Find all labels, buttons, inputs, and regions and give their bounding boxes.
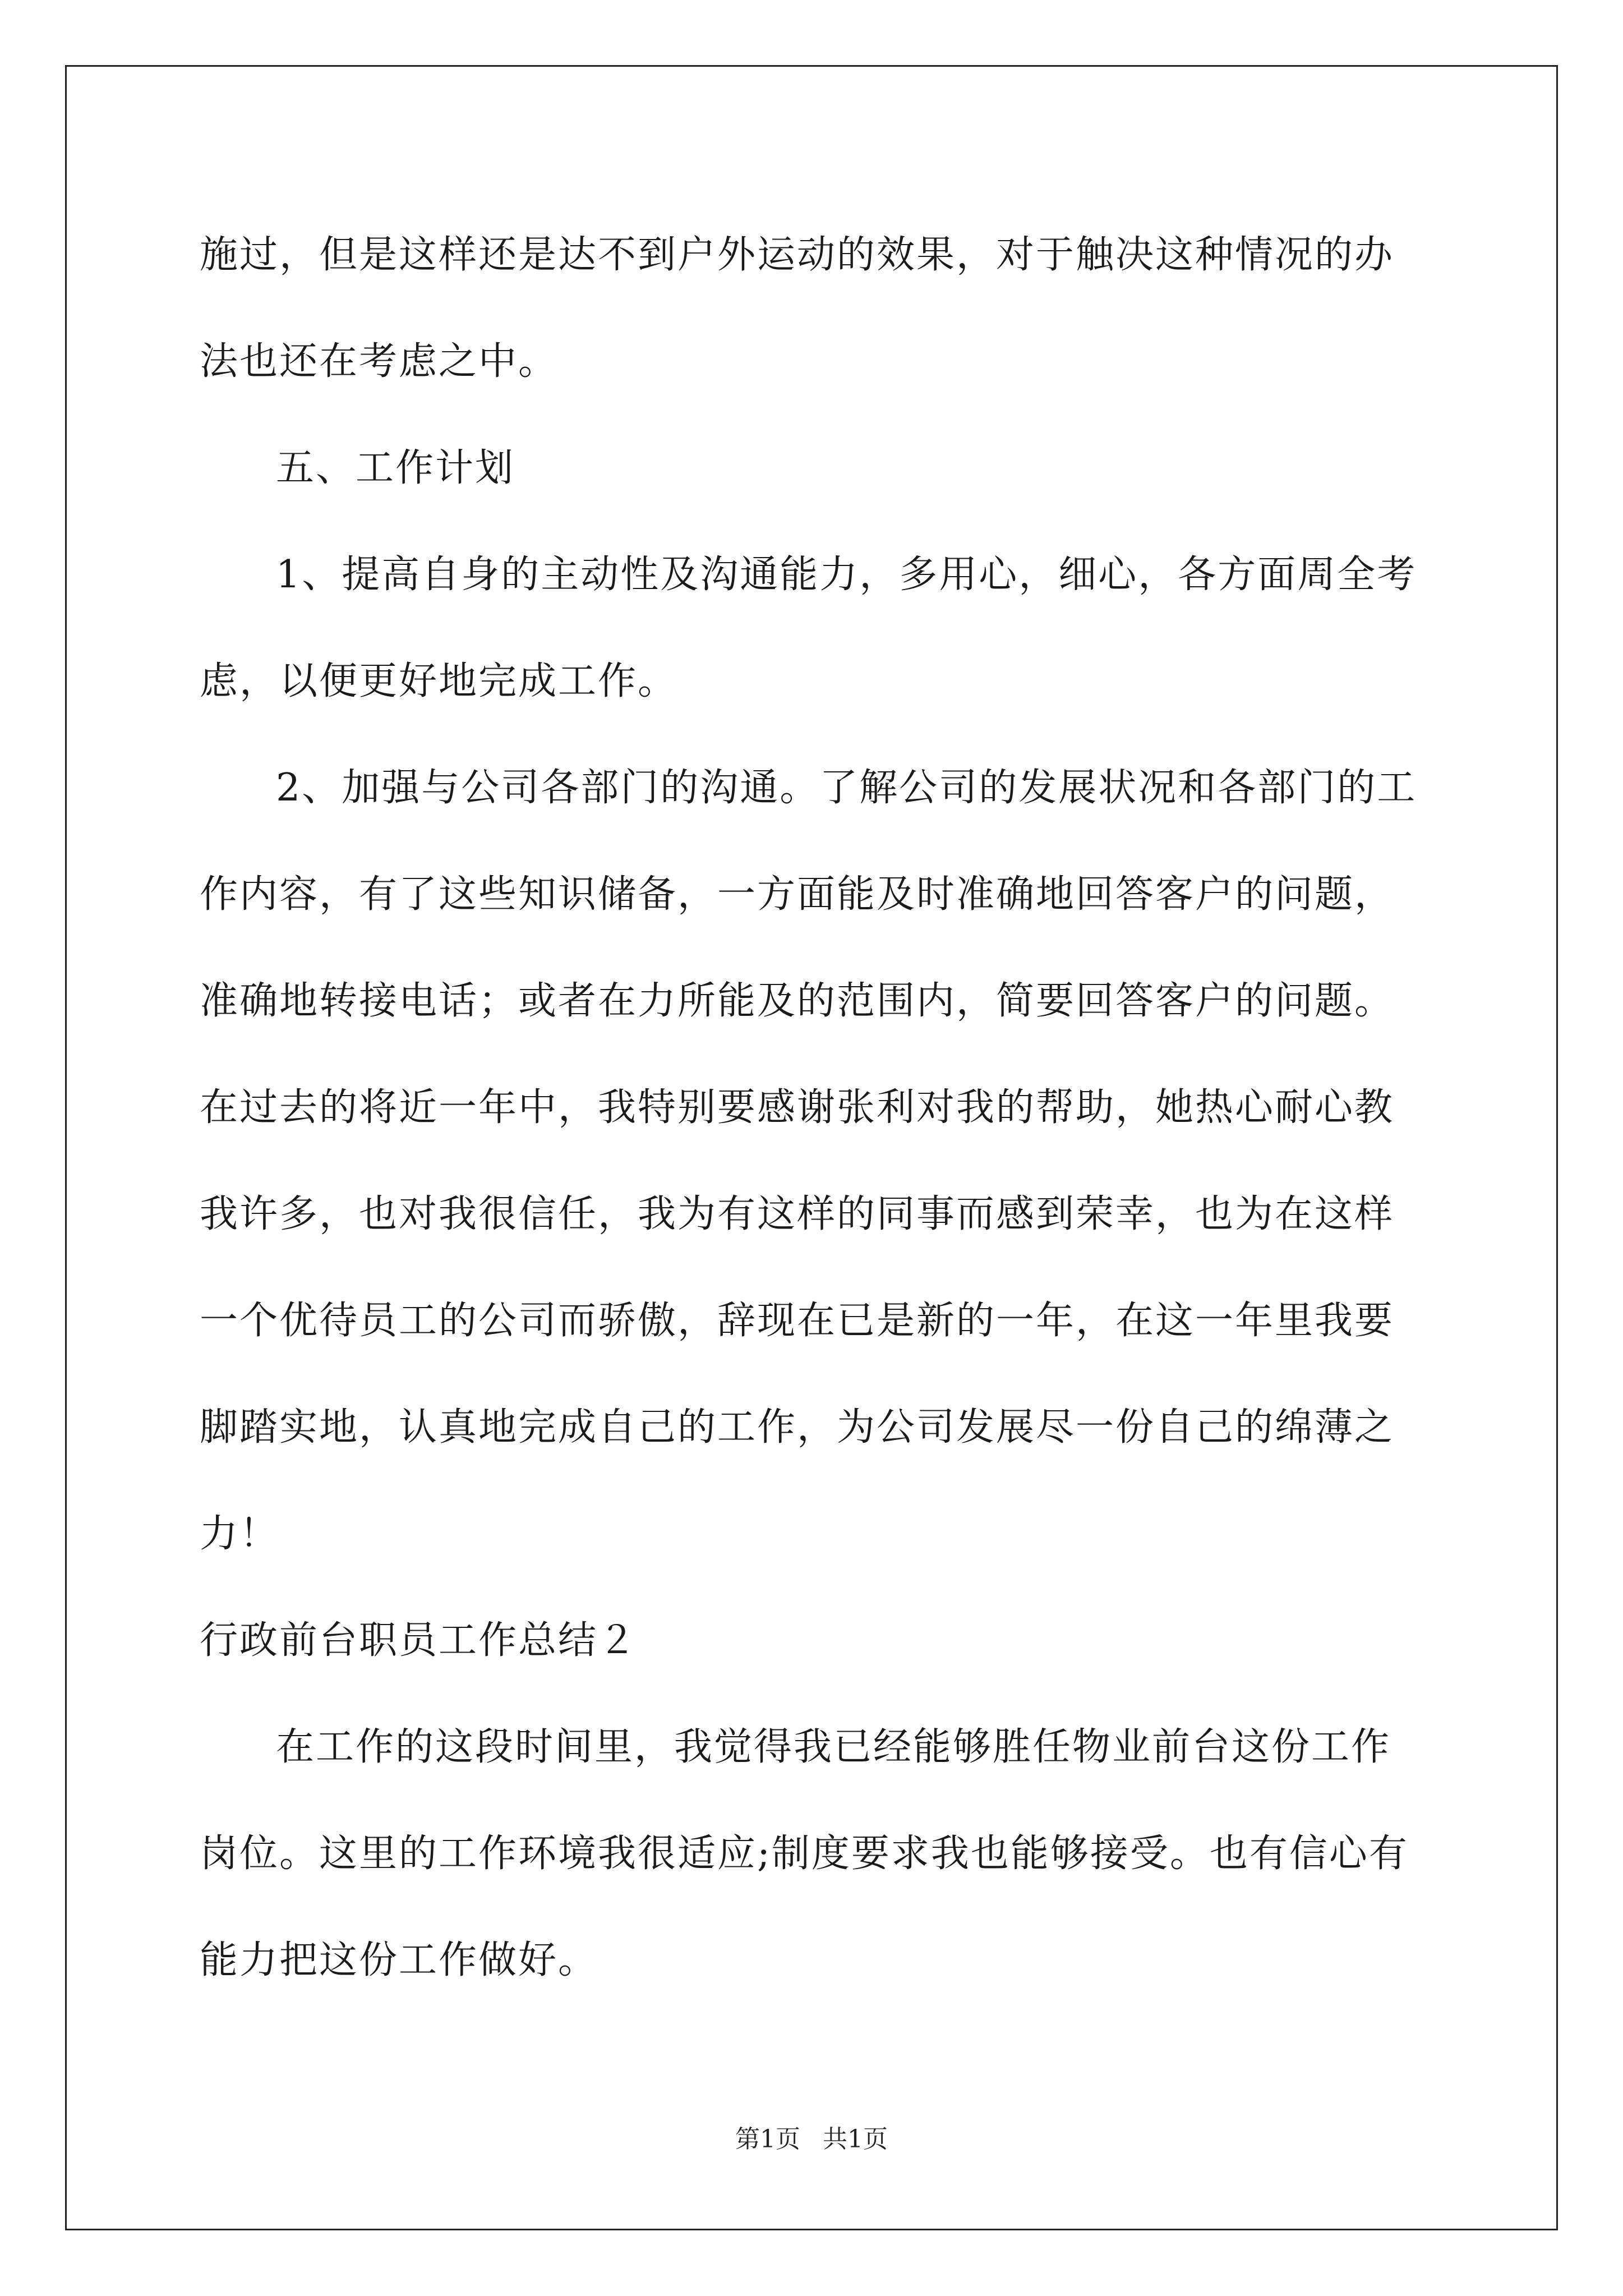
- text-line-10: 我许多，也对我很信任，我为有这样的同事而感到荣幸，也为在这样: [200, 1192, 1395, 1236]
- text-line-7: 作内容，有了这些知识储备，一方面能及时准确地回答客户的问题，: [200, 872, 1395, 917]
- text-line-6: 2、加强与公司各部门的沟通。了解公司的发展状况和各部门的工: [276, 766, 1417, 810]
- page-footer: [0, 2123, 1623, 2156]
- text-line-15: 在工作的这段时间里，我觉得我已经能够胜任物业前台这份工作: [276, 1725, 1391, 1769]
- text-line-11: 一个优待员工的公司而骄傲，辞现在已是新的一年，在这一年里我要: [200, 1299, 1395, 1343]
- text-line-4: 1、提高自身的主动性及沟通能力，多用心，细心，各方面周全考: [276, 553, 1417, 597]
- document-title: 行政前台职员工作总结２: [200, 1618, 638, 1663]
- page-total: 共1页: [823, 2125, 888, 2154]
- text-line-5: 虑，以便更好地完成工作。: [200, 659, 678, 703]
- text-line-2: 法也还在考虑之中。: [200, 339, 559, 384]
- text-line-8: 准确地转接电话；或者在力所能及的范围内，简要回答客户的问题。: [200, 979, 1395, 1023]
- text-line-12: 脚踏实地，认真地完成自己的工作，为公司发展尽一份自己的绵薄之: [200, 1405, 1395, 1450]
- text-line-1: 施过，但是这样还是达不到户外运动的效果，对于触决这种情况的办: [200, 233, 1395, 277]
- document-body: [200, 202, 1433, 2014]
- text-line-16: 岗位。这里的工作环境我很适应;制度要求我也能够接受。也有信心有: [200, 1832, 1409, 1876]
- section-heading: 五、工作计划: [276, 446, 515, 490]
- page-number: 第1页: [735, 2125, 800, 2154]
- text-line-13: 力！: [200, 1512, 280, 1556]
- text-line-17: 能力把这份工作做好。: [200, 1938, 598, 1982]
- text-line-9: 在过去的将近一年中，我特别要感谢张利对我的帮助，她热心耐心教: [200, 1085, 1395, 1130]
